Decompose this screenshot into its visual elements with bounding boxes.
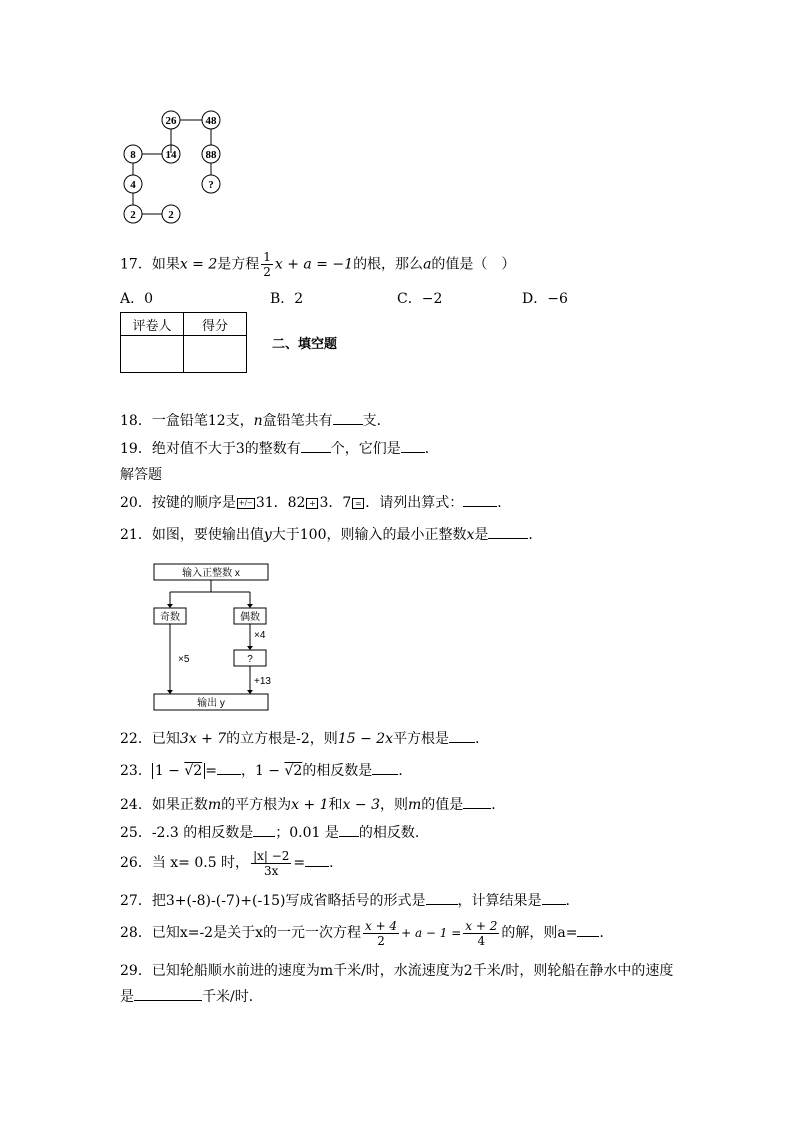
q22-text: ． [475, 731, 490, 747]
q17-expr: x = 2 [179, 256, 218, 273]
q23-text: 的相反数是 [302, 763, 373, 779]
q28-expr: + a − 1 = [401, 926, 462, 940]
q21-text: 大于100，则输入的最小正整数 [271, 527, 467, 543]
score-table-cell [184, 336, 247, 373]
question-24 [120, 794, 505, 814]
q26-fraction [251, 849, 291, 878]
q20-text: 3．7 [319, 495, 352, 511]
q29-text: 是 [120, 989, 134, 1005]
answer-blank[interactable] [305, 854, 329, 867]
puzzle-node: 2 [130, 209, 136, 221]
q28-fraction [463, 919, 499, 948]
answer-blank[interactable] [301, 440, 331, 453]
q23-text: 23． [120, 763, 152, 779]
q24-text: 的值是 [421, 797, 464, 813]
q24-expr: x − 3 [342, 797, 380, 813]
fraction-denominator: 2 [377, 933, 385, 948]
q21-text: 21．如图，要使输出值 [120, 527, 264, 543]
q17-expr: x + a = −1 [274, 256, 354, 273]
q17-text: 的根，那么 [353, 256, 424, 273]
q23-expr: 1 − [154, 763, 185, 779]
q26-text: ． [329, 855, 344, 871]
q17-var: a [423, 256, 432, 273]
answer-blank[interactable] [426, 892, 458, 905]
question-22 [120, 728, 489, 748]
absolute-value-expression [152, 763, 205, 779]
answer-blank[interactable] [333, 412, 363, 425]
fraction-numerator: x + 2 [465, 918, 498, 933]
q19-text: 19．绝对值不大于3的整数有 [120, 441, 301, 457]
q28-text: ． [599, 925, 614, 941]
q24-var: m [407, 797, 422, 813]
answer-blank[interactable] [449, 730, 475, 743]
square-root-expression: √2 [284, 763, 303, 779]
q17-option-d: D．−6 [522, 291, 568, 307]
answer-blank[interactable] [401, 440, 425, 453]
q28-text: 的解，则a= [501, 925, 578, 941]
q18-var: n [253, 413, 263, 429]
q17-option-a: A．0 [120, 291, 154, 307]
question-27 [120, 890, 570, 910]
puzzle-node: 4 [130, 179, 136, 191]
puzzle-node: 2 [168, 209, 174, 221]
flow-input-box: 输入正整数 x [182, 568, 240, 579]
answer-blank[interactable] [134, 988, 202, 1001]
fraction-numerator: x + 4 [364, 918, 398, 933]
q21-var: x [466, 527, 475, 543]
fraction-denominator: 2 [263, 265, 271, 279]
q17-text: 的值是（ ） [431, 256, 516, 273]
puzzle-node: ? [208, 179, 214, 191]
q18-text: 盒铅笔共有 [262, 413, 333, 429]
score-table-header-score: 得分 [184, 313, 247, 336]
flow-plus13-label: +13 [254, 676, 271, 687]
answer-blank[interactable] [542, 892, 566, 905]
plus-minus-key-icon: +/− [238, 498, 253, 507]
solve-heading: 解答题 [120, 467, 162, 483]
question-19 [120, 438, 439, 458]
q28-text: 28．已知x=-2是关于x的一元一次方程 [120, 925, 361, 941]
question-29: 29．已知轮船顺水前进的速度为m千米/时，水流速度为2千米/时，则轮船在静水中的速度 [120, 963, 674, 979]
answer-blank[interactable] [372, 762, 398, 775]
q17-option-b: B．2 [270, 291, 304, 307]
q21-text: ． [528, 527, 543, 543]
q18-text: 支． [362, 413, 391, 429]
q28-fraction [363, 919, 399, 948]
answer-blank[interactable] [217, 762, 241, 775]
answer-blank[interactable] [463, 494, 497, 507]
question-20 [120, 492, 511, 512]
q19-text: ． [424, 441, 439, 457]
q27-text: 27．把3+(-8)-(-7)+(-15)写成省略括号的形式是 [120, 893, 426, 909]
q23-text: = [205, 763, 217, 779]
question-21 [120, 524, 542, 544]
q24-expr: x + 1 [291, 797, 329, 813]
q25-text: ；0.01 是 [275, 825, 339, 841]
q24-text: 和 [328, 797, 343, 813]
q24-text: ． [491, 797, 506, 813]
q26-text: 26．当 x= 0.5 时， [120, 855, 250, 871]
section-title: 二、填空题 [272, 337, 338, 352]
score-table-header-grader: 评卷人 [121, 313, 184, 336]
puzzle-node: 14 [165, 149, 177, 161]
q23-expr: 1 − [254, 763, 285, 779]
q24-text: 的平方根为 [221, 797, 292, 813]
q17-text: 是方程 [217, 256, 260, 273]
fraction-denominator: 3x [264, 863, 279, 878]
q17-fraction [261, 250, 273, 279]
q20-text: 31．82 [255, 495, 306, 511]
q22-text: 22．已知 [120, 731, 180, 747]
q23-text: ， [240, 763, 255, 779]
answer-blank[interactable] [253, 824, 275, 837]
puzzle-node: 8 [130, 149, 136, 161]
q22-text: 平方根是 [393, 731, 450, 747]
answer-blank[interactable] [463, 796, 491, 809]
question-23 [120, 760, 412, 780]
flow-unknown-box: ? [247, 654, 253, 665]
flowchart-figure [148, 560, 278, 716]
q23-text: ． [398, 763, 413, 779]
q26-text: = [293, 855, 306, 871]
answer-blank[interactable] [488, 526, 528, 539]
question-28 [120, 918, 613, 948]
q24-var: m [207, 797, 222, 813]
q21-var: y [263, 527, 272, 543]
q20-text: 20．按键的顺序是 [120, 495, 236, 511]
equals-key-icon: = [352, 498, 364, 509]
q29-text: 千米/时． [202, 989, 263, 1005]
score-table-cell [121, 336, 184, 373]
fraction-numerator: |x| −2 [253, 848, 290, 863]
q20-text: ． [497, 495, 512, 511]
square-root-expression: √2 [184, 763, 203, 779]
q18-text: 18．一盒铅笔12支， [120, 413, 254, 429]
q22-expr: 3x + 7 [179, 731, 227, 747]
q24-text: ，则 [379, 797, 408, 813]
q19-text: 个，它们是 [330, 441, 401, 457]
q20-text: ．请列出算式： [365, 495, 464, 511]
q22-expr: 15 − 2x [337, 731, 394, 747]
flow-times4-label: ×4 [254, 630, 266, 641]
number-puzzle-figure [118, 108, 228, 230]
q25-text: 25．-2.3 的相反数是 [120, 825, 254, 841]
flow-times5-label: ×5 [178, 654, 190, 665]
plus-key-icon: + [306, 498, 318, 509]
q25-text: 的相反数. [358, 825, 420, 841]
flow-output-box: 输出 y [197, 698, 225, 709]
q27-text: . [565, 893, 570, 909]
q17-text: 17．如果 [120, 256, 180, 273]
answer-blank[interactable] [339, 824, 359, 837]
q22-text: 的立方根是-2，则 [226, 731, 338, 747]
puzzle-node: 48 [205, 115, 217, 127]
fraction-numerator: 1 [263, 250, 271, 264]
puzzle-node: 26 [165, 115, 177, 127]
score-table [120, 312, 247, 373]
flow-odd-box: 奇数 [160, 612, 180, 623]
q21-text: 是 [474, 527, 489, 543]
question-18 [120, 410, 391, 430]
question-29-continued [120, 986, 263, 1006]
flow-even-box: 偶数 [240, 612, 260, 623]
puzzle-node: 88 [205, 149, 217, 161]
q24-text: 24．如果正数 [120, 797, 208, 813]
question-17 [120, 250, 515, 279]
q27-text: ，计算结果是 [457, 893, 542, 909]
answer-blank[interactable] [577, 924, 599, 937]
fraction-denominator: 4 [477, 933, 486, 948]
question-25 [120, 822, 419, 842]
question-26 [120, 848, 343, 878]
q17-option-c: C．−2 [397, 291, 443, 307]
